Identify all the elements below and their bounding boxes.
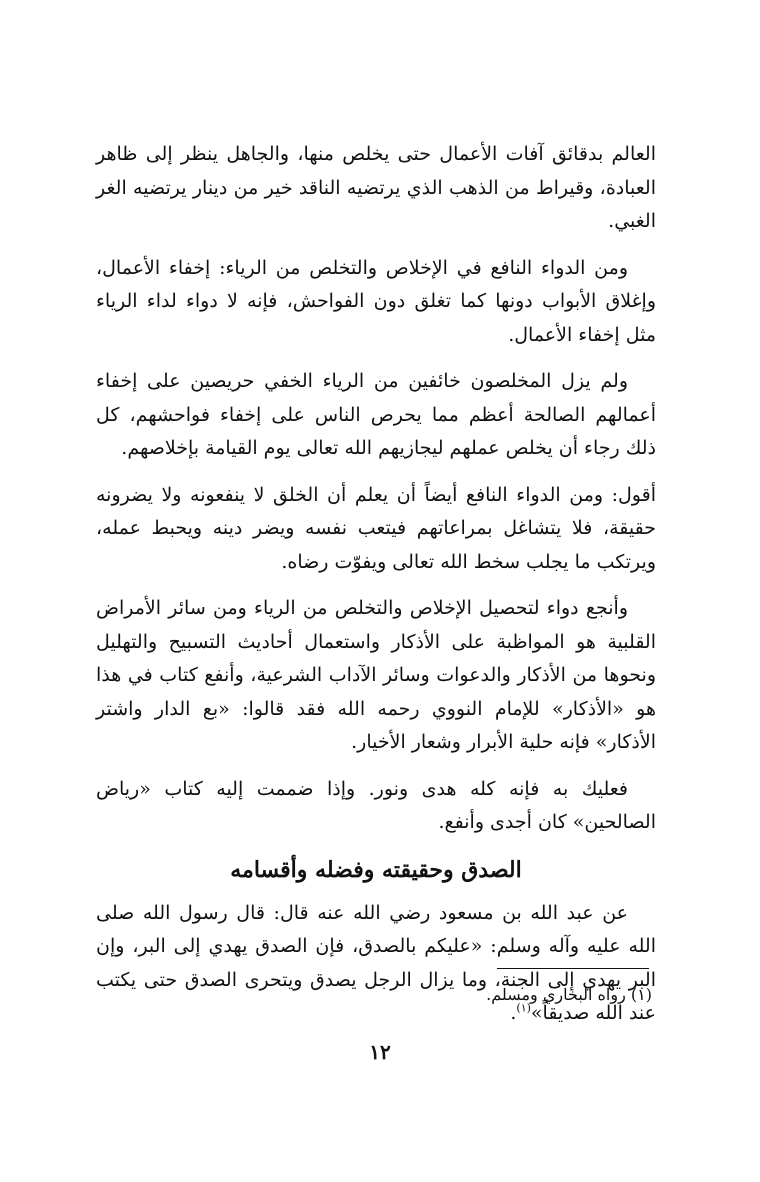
paragraph-2: ومن الدواء النافع في الإخلاص والتخلص من الرياء: إخفاء الأعمال، وإغلاق الأبواب دونها كما تغلق دون الفواحش، فإنه لا دواء لداء الرياء مثل إخفاء الأعمال. [96, 256, 656, 346]
footnote-marker: (١) [516, 1001, 531, 1015]
hadith-text: عن عبد الله بن مسعود رضي الله عنه قال: قال رسول الله صلى الله عليه وآله وسلم: «عليكم بالصدق، فإن الصدق يهدي إلى البر، وإن البر يهدي إلى الجنة، وما يزال الرجل يصدق ويتحرى الصدق حتى يكتب عند الله صديقاً» [96, 901, 656, 1024]
main-text [96, 138, 656, 1044]
section-heading: الصدق وحقيقته وفضله وأقسامه [230, 856, 522, 883]
paragraph-3: ولم يزل المخلصون خائفين من الرياء الخفي حريصين على إخفاء أعمالهم الصالحة أعظم مما يحرص الناس على إخفاء فواحشهم، كل ذلك رجاء أن يخلص عملهم ليجازيهم الله تعالى يوم القيامة بإخلاصهم. [96, 370, 656, 459]
footnote-divider [497, 968, 649, 969]
page-number: ١٢ [369, 1040, 391, 1064]
paragraph-6: فعليك به فإنه كله هدى ونور. وإذا ضممت إليه كتاب «رياض الصالحين» كان أجدى وأنفع. [96, 777, 656, 833]
hadith-paragraph: عن عبد الله بن مسعود رضي الله عنه قال: قال رسول الله صلى الله عليه وآله وسلم: «عليكم بالصدق، فإن الصدق يهدي إلى البر، وإن البر يهدي إلى الجنة، وما يزال الرجل يصدق ويتحرى الصدق حتى يكتب عند الله صديقاً»$^{(١)}$. [96, 901, 656, 1024]
paragraph-1: العالم بدقائق آفات الأعمال حتى يخلص منها، والجاهل ينظر إلى ظاهر العبادة، وقيراط من الذهب الذي يرتضيه الناقد خير من دينار يرتضيه الغر الغبي. [96, 143, 656, 232]
paragraph-4: أقول: ومن الدواء النافع أيضاً أن يعلم أن الخلق لا ينفعونه ولا يضرونه حقيقة، فلا يتشاغل بمراعاتهم فيتعب نفسه ويضر دينه ويحبط عمله، ويرتكب ما يجلب سخط الله تعالى ويفوّت رضاه. [96, 483, 656, 573]
paragraph-5: وأنجع دواء لتحصيل الإخلاص والتخلص من الرياء ومن سائر الأمراض القلبية هو المواظبة على الأذكار واستعمال أحاديث التسبيح والتهليل ونحوها من الأذكار والدعوات وسائر الآداب الشرعية، وأنفع كتاب في هذا هو «الأذكار» للإمام النووي رحمه الله فقد قالوا: «بع الدار واشتر الأذكار» فإنه حلية الأبرار وشعار الأخيار. [96, 597, 656, 753]
footnote: (١) رواه البخاري ومسلم. [486, 985, 652, 1004]
